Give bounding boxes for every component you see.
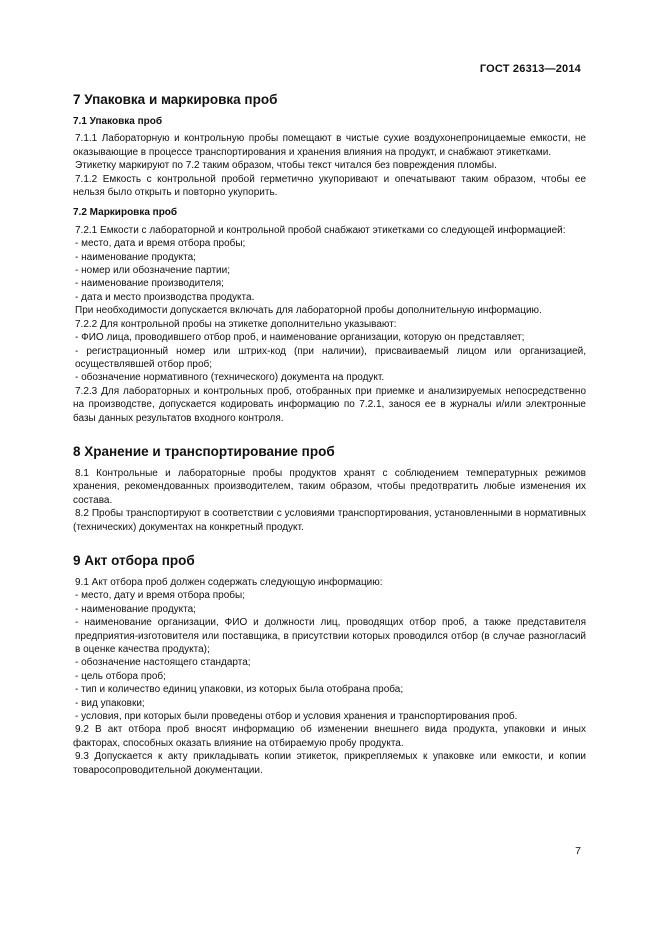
paragraph-8-1: 8.1 Контрольные и лабораторные пробы продуктов хранят с соблюдением температурных режимов хранения, рекомендованных производителем, таким образом, чтобы предотвратить любые изменения их состава.: [73, 467, 586, 506]
list-item: - обозначение нормативного (технического) документа на продукт.: [75, 372, 385, 384]
paragraph-7-2-1: 7.2.1 Емкости с лабораторной и контрольной пробой снабжают этикетками со следующей информацией:: [75, 224, 566, 236]
document-body: [73, 92, 586, 777]
list-item: - регистрационный номер или штрих-код (при наличии), присваиваемый лицом или организацией, осуществлявшей отбор проб;: [75, 345, 586, 370]
paragraph-9-2: 9.2 В акт отбора проб вносят информацию об изменении внешнего вида продукта, упаковки и иных факторах, способных оказать влияние на отбираемую пробу продукта.: [73, 724, 586, 749]
list-item: - тип и количество единиц упаковки, из которых была отобрана проба;: [75, 684, 404, 696]
list-item: - наименование продукта;: [75, 251, 196, 263]
list-item: - место, дату и время отбора пробы;: [75, 590, 245, 602]
list-item: - условия, при которых были проведены отбор и условия хранения и транспортирования проб.: [75, 711, 518, 723]
paragraph-7-2-2: 7.2.2 Для контрольной пробы на этикетке дополнительно указывают:: [75, 318, 397, 330]
paragraph-7-2-1-note: При необходимости допускается включать для лабораторной пробы дополнительную информацию.: [75, 305, 542, 317]
list-item: - обозначение настоящего стандарта;: [75, 657, 251, 669]
page-number: 7: [575, 845, 581, 857]
list-item: - номер или обозначение партии;: [75, 265, 231, 277]
paragraph-9-1: 9.1 Акт отбора проб должен содержать следующую информацию:: [75, 576, 383, 588]
list-item: - дата и место производства продукта.: [75, 291, 255, 303]
list-item: - вид упаковки;: [75, 697, 145, 709]
section-8-title: 8 Хранение и транспортирование проб: [73, 443, 335, 459]
section-9-title: 9 Акт отбора проб: [73, 552, 195, 568]
standard-code: ГОСТ 26313—2014: [479, 63, 581, 75]
list-item: - наименование продукта;: [75, 603, 196, 615]
paragraph-7-1-1: 7.1.1 Лабораторную и контрольную пробы помещают в чистые сухие воздухонепроницаемые емкости, не оказывающие в процессе транспортирования и хранения влияния на продукт, и снабжают этикетками.: [73, 133, 586, 158]
paragraph-7-1-1-label: Этикетку маркируют по 7.2 таким образом, чтобы текст читался без повреждения пломбы.: [75, 160, 497, 172]
paragraph-8-2: 8.2 Пробы транспортируют в соответствии с условиями транспортирования, установленными в нормативных (технических) документах на конкретный продукт.: [73, 508, 586, 533]
list-item: - наименование организации, ФИО и должности лиц, проводящих отбор проб, а также представителя предприятия-изготовителя или поставщика, в присутствии которых проводился отбор (в случае разногласий в оценке качества продукта);: [75, 617, 586, 655]
list-item: - место, дата и время отбора пробы;: [75, 238, 246, 250]
subsection-7-2-title: 7.2 Маркировка проб: [73, 207, 178, 219]
paragraph-7-2-3: 7.2.3 Для лабораторных и контрольных проб, отобранных при приемке и анализируемых непосредственно на производстве, допускается кодировать информацию по 7.2.1, занося ее в журналы и/или электронные базы данных результатов входного контроля.: [73, 385, 586, 424]
list-item: - ФИО лица, проводившего отбор проб, и наименование организации, которую он представляет;: [75, 332, 525, 344]
paragraph-7-1-2: 7.1.2 Емкость с контрольной пробой герметично укупоривают и опечатывают таким образом, чтобы ее нельзя было открыть и повторно укупорить.: [73, 173, 586, 199]
subsection-7-1-title: 7.1 Упаковка проб: [73, 116, 163, 127]
section-7-title: 7 Упаковка и маркировка проб: [73, 92, 278, 107]
list-item: - цель отбора проб;: [75, 670, 166, 682]
paragraph-9-3: 9.3 Допускается к акту прикладывать копии этикеток, прикрепляемых к упаковке или емкости, и копии товаросопроводительной документации.: [73, 751, 586, 776]
list-item: - наименование производителя;: [75, 278, 224, 290]
